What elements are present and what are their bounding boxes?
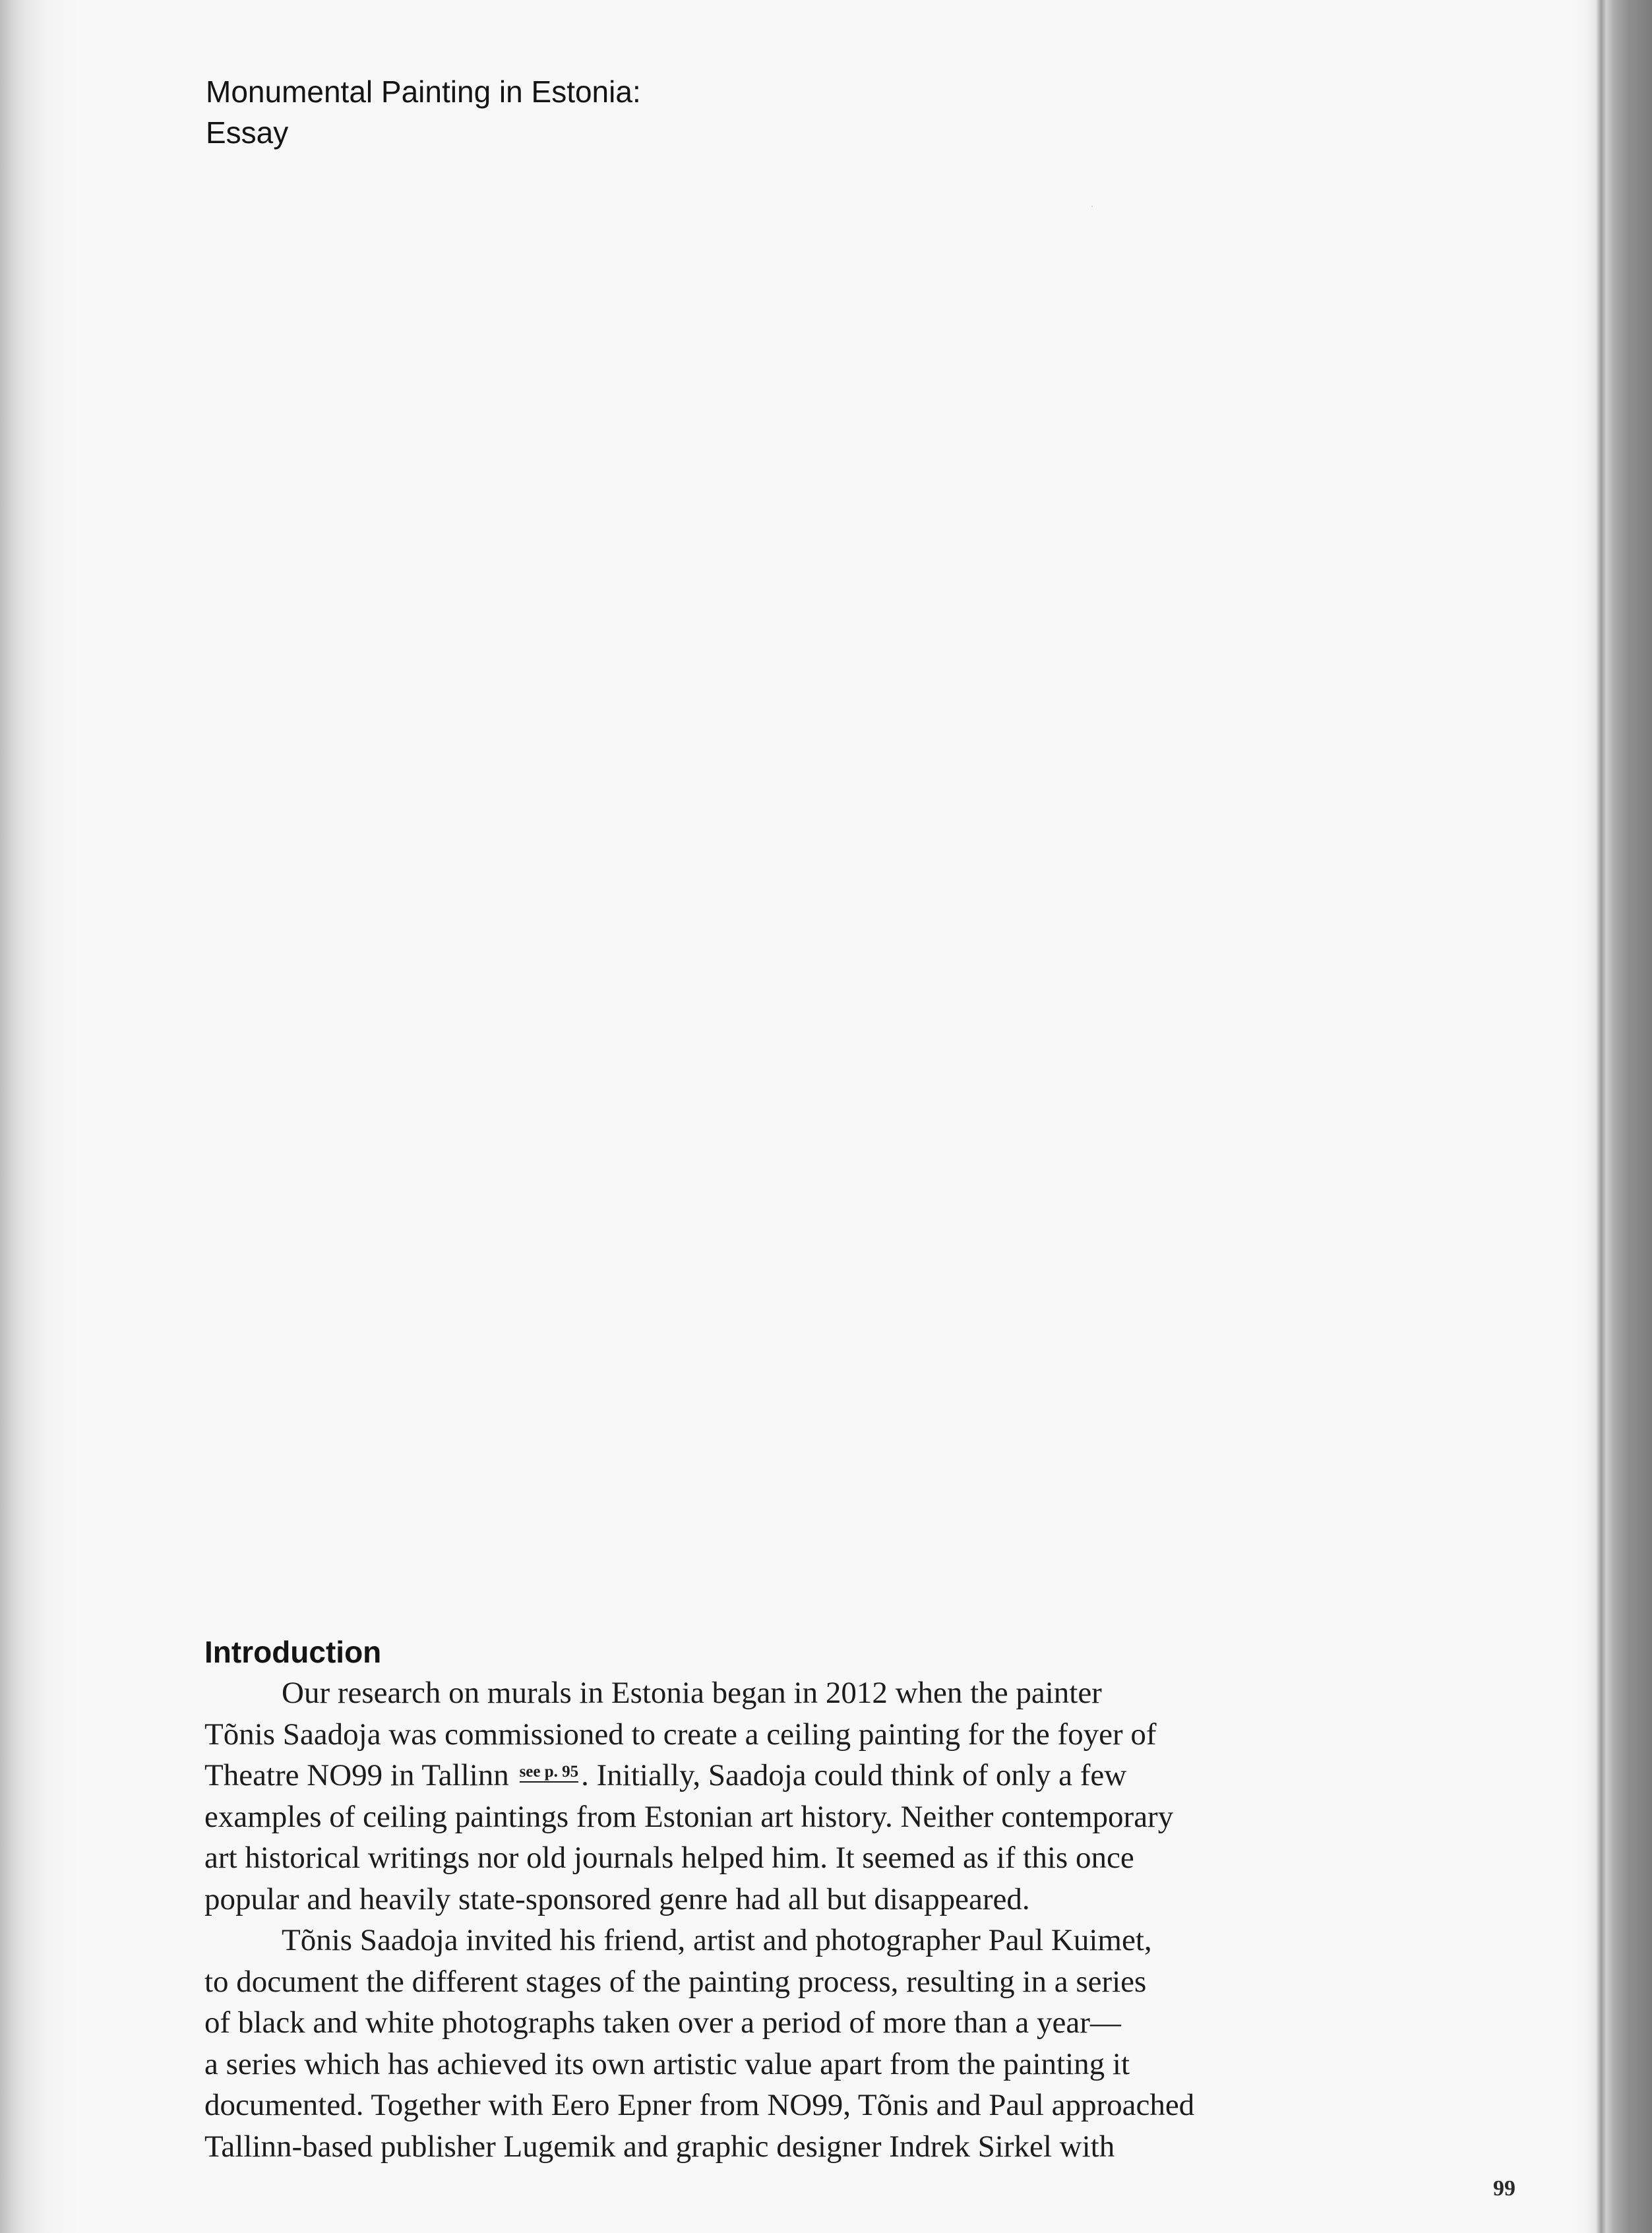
section-title-introduction: Introduction bbox=[204, 1635, 382, 1669]
header-title-line-1: Monumental Painting in Estonia: bbox=[206, 75, 641, 109]
paragraph-1-line-6: popular and heavily state-sponsored genre had all but disappeared. bbox=[204, 1881, 1030, 1916]
introduction-body bbox=[204, 1672, 1326, 2167]
paragraph-1-line-3 bbox=[204, 1755, 1326, 1796]
paragraph-1-line-4: examples of ceiling paintings from Estonian art history. Neither contemporary bbox=[204, 1799, 1174, 1834]
page-header bbox=[206, 71, 1195, 153]
paragraph-2-line-4: a series which has achieved its own artistic value apart from the painting it bbox=[204, 2046, 1130, 2081]
paragraph-1-line-2: Tõnis Saadoja was commissioned to create a ceiling painting for the foyer of bbox=[204, 1717, 1157, 1752]
paper-speck bbox=[1091, 206, 1093, 207]
line-3-end: . Initially, Saadoja could think of only a few bbox=[581, 1758, 1127, 1792]
paragraph-2-line-2: to document the different stages of the painting process, resulting in a series bbox=[204, 1964, 1147, 1999]
cross-reference-link[interactable]: see p. 95 bbox=[520, 1763, 579, 1783]
paragraph-1-line-5: art historical writings nor old journals helped him. It seemed as if this once bbox=[204, 1841, 1134, 1875]
paragraph-2-line-3: of black and white photographs taken over a period of more than a year— bbox=[204, 2005, 1121, 2040]
paragraph-1-line-1: Our research on murals in Estonia began in 2012 when the painter bbox=[282, 1676, 1102, 1710]
line-3-start: Theatre NO99 in Tallinn bbox=[204, 1758, 509, 1792]
header-title-line-2: Essay bbox=[206, 115, 289, 150]
paragraph-2-line-1: Tõnis Saadoja invited his friend, artist and photographer Paul Kuimet, bbox=[282, 1923, 1152, 1957]
page-number: 99 bbox=[1493, 2176, 1515, 2201]
paragraph-2-line-5: documented. Together with Eero Epner from NO99, Tõnis and Paul approached bbox=[204, 2088, 1195, 2122]
paragraph-2-line-6: Tallinn-based publisher Lugemik and graphic designer Indrek Sirkel with bbox=[204, 2129, 1115, 2164]
